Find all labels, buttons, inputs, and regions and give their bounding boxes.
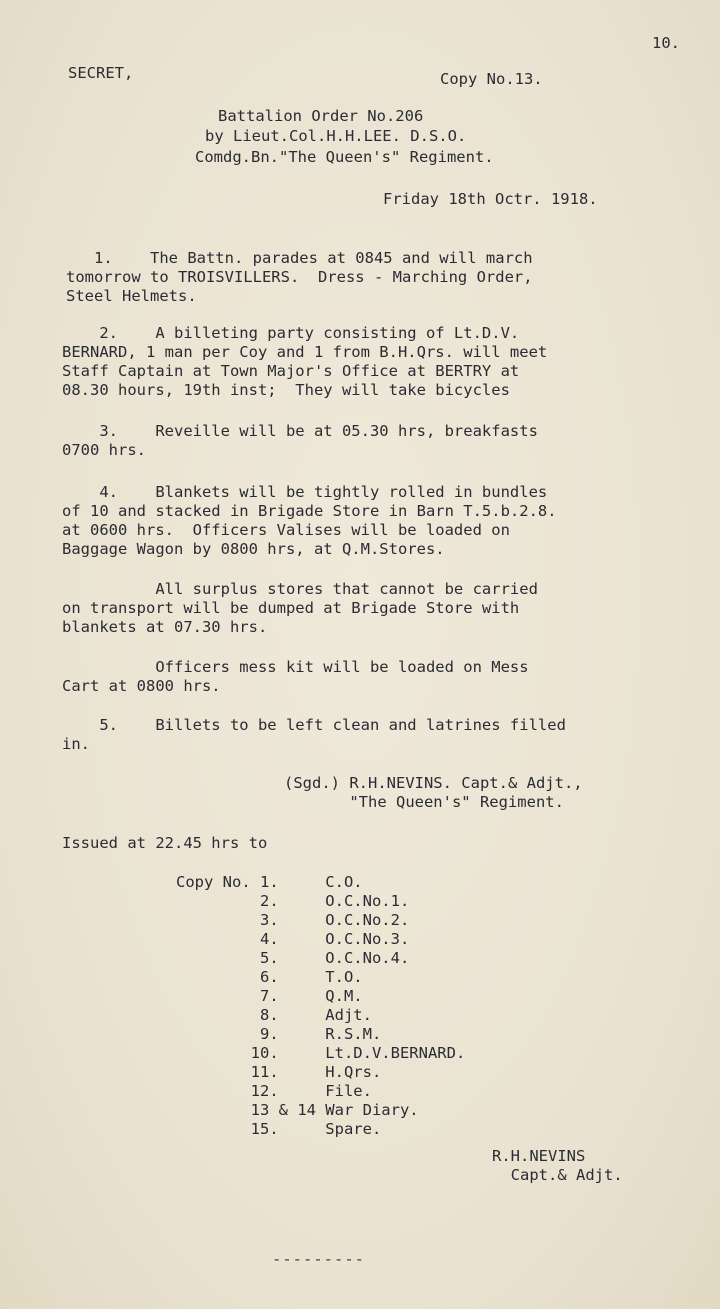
paragraph-2: 2. A billeting party consisting of Lt.D.V. BERNARD, 1 man per Coy and 1 from B.H.Qrs. will meet Staff Captain at Town Major's Office at BERTRY at 08.30 hours, 19th inst; They will take bicycles bbox=[62, 324, 548, 399]
paragraph-5: 5. Billets to be left clean and latrines filled in. bbox=[62, 716, 566, 753]
paragraph-1: 1. The Battn. parades at 0845 and will march tomorrow to TROISVILLERS. Dress - Marching Order, Steel Helmets. bbox=[66, 249, 533, 305]
page-number: 10. bbox=[652, 34, 680, 52]
paragraph-surplus-stores: All surplus stores that cannot be carried on transport will be dumped at Brigade Store with blankets at 07.30 hrs. bbox=[62, 580, 538, 636]
order-date: Friday 18th Octr. 1918. bbox=[383, 190, 598, 208]
copy-number: Copy No.13. bbox=[440, 70, 543, 88]
distribution-list: Copy No. 1. C.O. 2. O.C.No.1. 3. O.C.No.2. 4. O.C.No.3. 5. O.C.No.4. 6. T.O. 7. Q.M. 8. Adjt. 9. R.S.M. 10. Lt.D.V.BERNARD. 11. H.Qrs. 12. File. 13 & 14 War Diary. 15. Spare. bbox=[176, 873, 466, 1138]
order-unit: Comdg.Bn."The Queen's" Regiment. bbox=[195, 148, 494, 166]
closing-signature: R.H.NEVINS Capt.& Adjt. bbox=[492, 1147, 623, 1184]
issued-line: Issued at 22.45 hrs to bbox=[62, 834, 268, 852]
end-rule: --------- bbox=[272, 1250, 365, 1268]
signature-block: (Sgd.) R.H.NEVINS. Capt.& Adjt., "The Queen's" Regiment. bbox=[284, 774, 583, 811]
order-title: Battalion Order No.206 bbox=[218, 107, 424, 125]
paragraph-4: 4. Blankets will be tightly rolled in bundles of 10 and stacked in Brigade Store in Barn T.5.b.2.8. at 0600 hrs. Officers Valises will be loaded on Baggage Wagon by 0800 hrs, at Q.M.Stores. bbox=[62, 483, 557, 558]
paragraph-mess-kit: Officers mess kit will be loaded on Mess Cart at 0800 hrs. bbox=[62, 658, 529, 695]
paragraph-3: 3. Reveille will be at 05.30 hrs, breakfasts 0700 hrs. bbox=[62, 422, 538, 459]
classification-label: SECRET, bbox=[68, 64, 134, 82]
order-author: by Lieut.Col.H.H.LEE. D.S.O. bbox=[205, 127, 467, 145]
